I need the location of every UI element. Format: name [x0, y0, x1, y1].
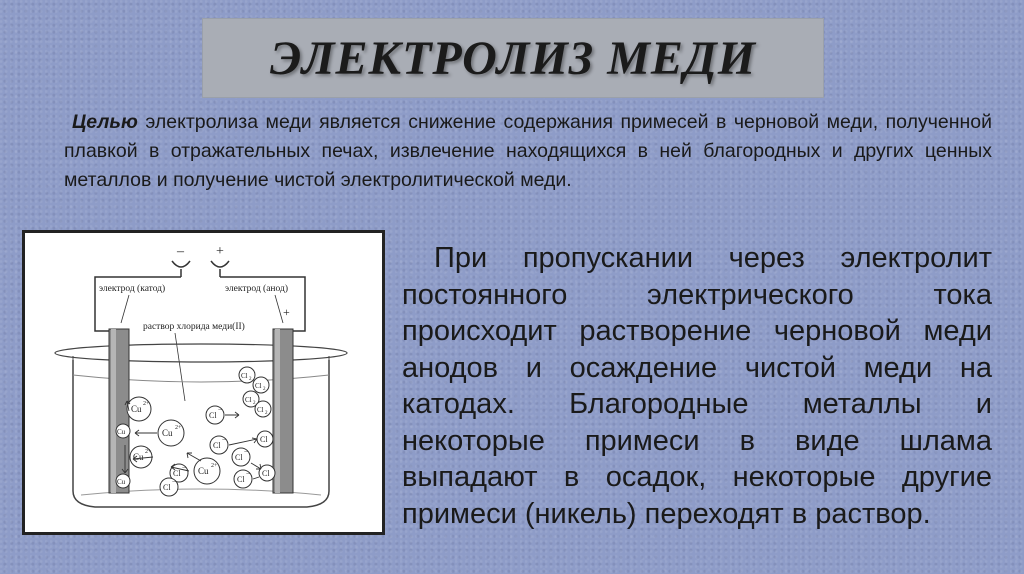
intro-text: электролиза меди является снижение содержания примесей в черновой меди, полученной плавкой в отражательных печах, извлечение находящихся в ней благородных и других ценных металлов и получение чистой электролитической меди.	[64, 111, 992, 191]
anode-label: электрод (анод)	[225, 284, 288, 294]
ion-cl-5-charge: −	[244, 448, 248, 456]
ion-cu2-1	[127, 397, 151, 421]
anode-plus-sign: +	[283, 305, 290, 319]
ion-cl-1	[206, 406, 224, 424]
ion-cu2-4-label: Cu	[133, 452, 144, 462]
ion-cl-8	[259, 465, 275, 481]
ion-cl-6-charge: −	[246, 470, 250, 478]
ion-cl2-4	[255, 401, 271, 417]
ion-cl-2	[210, 436, 228, 454]
ion-cl2-1	[239, 367, 255, 383]
plus-terminal-icon	[211, 261, 229, 267]
minus-terminal-icon	[172, 261, 190, 267]
ion-cl2-4-label: Cl	[257, 406, 264, 414]
ion-cl2-2-label: Cl	[255, 382, 262, 390]
plus-terminal-sign: +	[216, 244, 224, 259]
body-paragraph: При пропускании через электролит постоянного электрического тока происходит растворение черновой меди анодов и осаждение чистой меди на катодах. Благородные металлы и некоторые примеси в виде шлама выпадают в осадок, некоторые другие примеси (никель) переходят в раствор.	[402, 242, 992, 530]
ion-cu2-3-label: Cu	[198, 466, 209, 476]
ion-cl-7	[257, 431, 273, 447]
ion-cl-4	[160, 478, 178, 496]
ion-cl-3-label: Cl	[173, 469, 181, 478]
ion-cu2-2-label: Cu	[162, 428, 173, 438]
ion-cu2-4-charge: 2+	[145, 449, 152, 455]
ion-cu-atom-1-label: Cu	[117, 428, 126, 436]
ion-cl-6	[234, 470, 252, 488]
solution-pointer	[175, 333, 185, 401]
electrolysis-diagram	[22, 230, 385, 535]
cathode-rod-highlight	[111, 329, 116, 493]
ion-cl-2-charge: −	[222, 436, 226, 444]
ion-cl-5-label: Cl	[235, 453, 243, 462]
ion-cu2-2-charge: 2+	[175, 425, 182, 431]
intro-lead-word: Целью	[72, 111, 138, 133]
ion-cl-2-label: Cl	[213, 441, 221, 450]
ion-cl2-4-sub: 2	[265, 411, 268, 416]
intro-paragraph	[64, 108, 992, 195]
ion-cl2-2	[253, 377, 269, 393]
ion-cu-atom-1	[116, 424, 130, 438]
ion-cl-7-label: Cl	[260, 435, 268, 444]
beaker-rim	[55, 344, 347, 362]
ion-cl-8-label: Cl	[262, 469, 270, 478]
ion-cu2-2	[158, 420, 184, 446]
ion-cl-6-label: Cl	[237, 475, 245, 484]
ion-cl-4-label: Cl	[163, 483, 171, 492]
ion-cu2-3-charge: 2+	[211, 463, 218, 469]
ion-cu2-3	[194, 458, 220, 484]
title-box	[202, 18, 824, 98]
ion-cu-atom-2	[116, 474, 130, 488]
ion-cl2-3-label: Cl	[245, 396, 252, 404]
slide-title: ЭЛЕКТРОЛИЗ МЕДИ	[269, 31, 757, 85]
ion-cl2-3-sub: 2	[253, 401, 256, 406]
anode-rod-highlight	[275, 329, 280, 493]
ion-cl-1-charge: −	[218, 406, 222, 414]
ion-cl2-2-sub: 2	[263, 387, 266, 392]
solution-label: раствор хлорида меди(II)	[143, 322, 245, 332]
electrolysis-diagram-svg	[25, 233, 382, 532]
ion-cu-atom-2-label: Cu	[117, 478, 126, 486]
ion-cu2-1-charge: 2+	[143, 401, 150, 407]
ion-cl2-1-sub: 2	[249, 377, 252, 382]
cathode-pointer	[121, 295, 129, 323]
ion-cl-5	[232, 448, 250, 466]
anode-pointer	[275, 295, 283, 323]
ion-cu2-1-label: Cu	[131, 404, 142, 414]
minus-terminal-sign: –	[177, 244, 184, 259]
ion-cl-3-charge: −	[182, 464, 186, 472]
ion-cl-4-charge: −	[172, 478, 176, 486]
ion-cl2-1-label: Cl	[241, 372, 248, 380]
ion-cl-1-label: Cl	[209, 411, 217, 420]
cathode-label: электрод (катод)	[99, 284, 166, 294]
